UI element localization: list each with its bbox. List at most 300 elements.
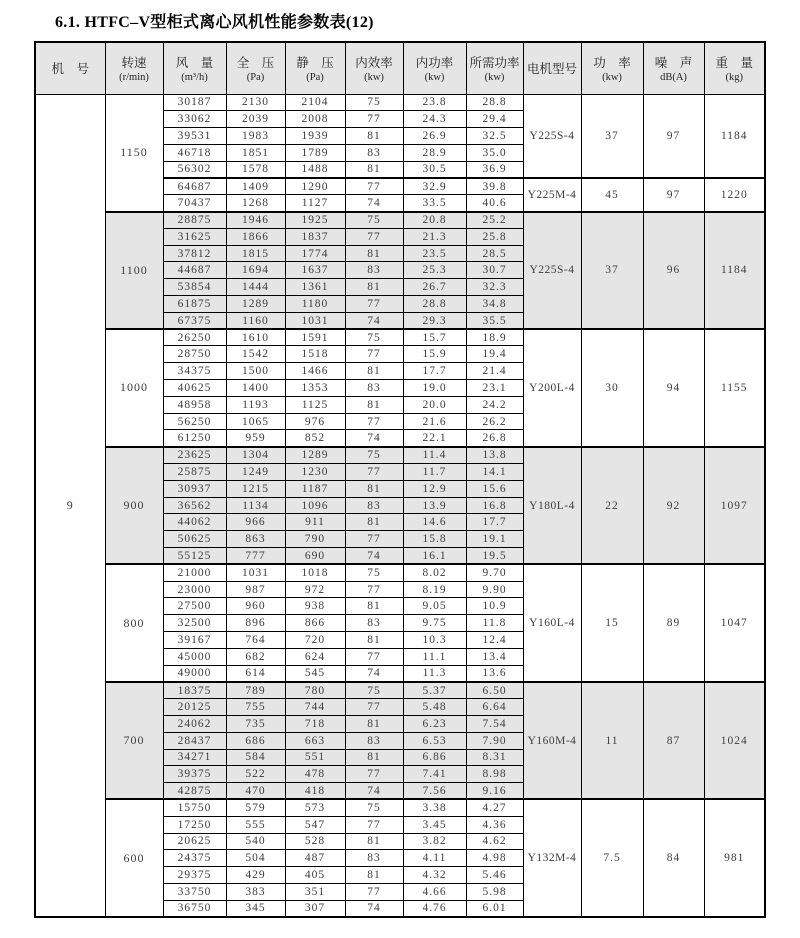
cell-required-power: 32.3 <box>466 279 523 296</box>
cell-internal-power: 8.02 <box>403 564 466 581</box>
cell-weight: 1184 <box>704 94 765 178</box>
cell-total-pressure: 1304 <box>226 447 285 464</box>
cell-internal-efficiency: 74 <box>345 783 403 800</box>
cell-weight: 1155 <box>704 329 765 447</box>
table-row <box>35 212 765 229</box>
cell-total-pressure: 1610 <box>226 329 285 346</box>
cell-speed: 800 <box>105 564 163 682</box>
cell-required-power: 10.9 <box>466 598 523 615</box>
cell-internal-power: 15.7 <box>403 329 466 346</box>
cell-static-pressure: 976 <box>285 413 345 430</box>
table-row <box>35 799 765 816</box>
table-row <box>35 564 765 581</box>
header-speed <box>105 42 163 94</box>
cell-motor-power: 30 <box>581 329 643 447</box>
cell-total-pressure: 1249 <box>226 464 285 481</box>
header-label: 所需功率 <box>469 56 520 71</box>
cell-air-volume: 28875 <box>163 212 226 229</box>
cell-total-pressure: 777 <box>226 548 285 565</box>
cell-total-pressure: 1866 <box>226 228 285 245</box>
cell-total-pressure: 2130 <box>226 94 285 111</box>
cell-internal-efficiency: 83 <box>345 732 403 749</box>
cell-total-pressure: 1694 <box>226 262 285 279</box>
cell-total-pressure: 555 <box>226 816 285 833</box>
cell-air-volume: 32500 <box>163 615 226 632</box>
cell-weight: 1184 <box>704 212 765 330</box>
header-label: 转速 <box>121 56 147 71</box>
cell-air-volume: 30187 <box>163 94 226 111</box>
cell-static-pressure: 528 <box>285 833 345 850</box>
cell-internal-efficiency: 81 <box>345 598 403 615</box>
cell-air-volume: 44062 <box>163 514 226 531</box>
cell-required-power: 13.8 <box>466 447 523 464</box>
cell-total-pressure: 1946 <box>226 212 285 229</box>
header-label: 机 号 <box>51 62 89 77</box>
cell-air-volume: 39375 <box>163 766 226 783</box>
cell-noise: 94 <box>643 329 704 447</box>
cell-air-volume: 18375 <box>163 682 226 699</box>
cell-internal-efficiency: 75 <box>345 447 403 464</box>
cell-static-pressure: 852 <box>285 430 345 447</box>
cell-air-volume: 25875 <box>163 464 226 481</box>
cell-air-volume: 40625 <box>163 380 226 397</box>
cell-static-pressure: 744 <box>285 699 345 716</box>
document-page <box>0 9 800 918</box>
header-total-pressure <box>226 42 285 94</box>
cell-static-pressure: 866 <box>285 615 345 632</box>
cell-internal-power: 29.3 <box>403 312 466 329</box>
table-row <box>35 94 765 111</box>
cell-required-power: 28.5 <box>466 245 523 262</box>
cell-internal-efficiency: 77 <box>345 816 403 833</box>
cell-static-pressure: 418 <box>285 783 345 800</box>
cell-air-volume: 42875 <box>163 783 226 800</box>
cell-internal-efficiency: 83 <box>345 850 403 867</box>
cell-internal-power: 3.45 <box>403 816 466 833</box>
cell-required-power: 12.4 <box>466 632 523 649</box>
cell-air-volume: 37812 <box>163 245 226 262</box>
cell-static-pressure: 573 <box>285 799 345 816</box>
cell-air-volume: 36750 <box>163 900 226 917</box>
cell-internal-efficiency: 77 <box>345 413 403 430</box>
cell-required-power: 6.64 <box>466 699 523 716</box>
cell-internal-power: 28.9 <box>403 144 466 161</box>
cell-internal-power: 4.76 <box>403 900 466 917</box>
cell-internal-efficiency: 77 <box>345 699 403 716</box>
cell-required-power: 18.9 <box>466 329 523 346</box>
cell-required-power: 15.6 <box>466 480 523 497</box>
header-static-pressure <box>285 42 345 94</box>
cell-internal-power: 7.41 <box>403 766 466 783</box>
cell-required-power: 24.2 <box>466 396 523 413</box>
cell-static-pressure: 1289 <box>285 447 345 464</box>
cell-total-pressure: 1268 <box>226 195 285 212</box>
cell-static-pressure: 1837 <box>285 228 345 245</box>
cell-air-volume: 70437 <box>163 195 226 212</box>
cell-required-power: 9.16 <box>466 783 523 800</box>
cell-static-pressure: 1591 <box>285 329 345 346</box>
header-unit: (Pa) <box>306 72 324 84</box>
cell-static-pressure: 1518 <box>285 346 345 363</box>
cell-air-volume: 15750 <box>163 799 226 816</box>
cell-air-volume: 24375 <box>163 850 226 867</box>
cell-required-power: 4.62 <box>466 833 523 850</box>
header-label: 重 量 <box>715 56 753 71</box>
cell-internal-efficiency: 83 <box>345 380 403 397</box>
cell-motor-model: Y132M-4 <box>523 799 581 917</box>
cell-internal-efficiency: 75 <box>345 329 403 346</box>
cell-static-pressure: 2104 <box>285 94 345 111</box>
header-unit: (r/min) <box>119 72 149 84</box>
cell-internal-efficiency: 81 <box>345 749 403 766</box>
cell-required-power: 6.01 <box>466 900 523 917</box>
cell-internal-power: 21.6 <box>403 413 466 430</box>
cell-air-volume: 56250 <box>163 413 226 430</box>
cell-internal-efficiency: 81 <box>345 480 403 497</box>
cell-internal-efficiency: 83 <box>345 144 403 161</box>
cell-total-pressure: 764 <box>226 632 285 649</box>
cell-internal-efficiency: 77 <box>345 531 403 548</box>
cell-total-pressure: 1983 <box>226 128 285 145</box>
cell-internal-power: 17.7 <box>403 363 466 380</box>
cell-air-volume: 53854 <box>163 279 226 296</box>
fan-spec-table <box>34 41 766 918</box>
cell-static-pressure: 1466 <box>285 363 345 380</box>
cell-total-pressure: 1542 <box>226 346 285 363</box>
cell-total-pressure: 1289 <box>226 296 285 313</box>
cell-internal-power: 23.8 <box>403 94 466 111</box>
cell-motor-model: Y160M-4 <box>523 682 581 800</box>
cell-required-power: 35.5 <box>466 312 523 329</box>
cell-air-volume: 44687 <box>163 262 226 279</box>
cell-internal-power: 11.7 <box>403 464 466 481</box>
cell-air-volume: 67375 <box>163 312 226 329</box>
cell-total-pressure: 960 <box>226 598 285 615</box>
cell-speed: 1100 <box>105 212 163 330</box>
cell-internal-efficiency: 81 <box>345 245 403 262</box>
cell-internal-power: 5.37 <box>403 682 466 699</box>
cell-total-pressure: 540 <box>226 833 285 850</box>
cell-weight: 1047 <box>704 564 765 682</box>
cell-internal-power: 14.6 <box>403 514 466 531</box>
cell-internal-efficiency: 74 <box>345 195 403 212</box>
cell-air-volume: 23625 <box>163 447 226 464</box>
cell-internal-power: 6.53 <box>403 732 466 749</box>
cell-air-volume: 39167 <box>163 632 226 649</box>
cell-total-pressure: 345 <box>226 900 285 917</box>
cell-internal-efficiency: 74 <box>345 548 403 565</box>
cell-required-power: 35.0 <box>466 144 523 161</box>
cell-internal-efficiency: 74 <box>345 900 403 917</box>
page-title: 6.1. HTFC–V型柜式离心风机性能参数表(12) <box>55 14 374 31</box>
cell-air-volume: 20125 <box>163 699 226 716</box>
cell-required-power: 19.4 <box>466 346 523 363</box>
cell-required-power: 4.98 <box>466 850 523 867</box>
cell-static-pressure: 487 <box>285 850 345 867</box>
cell-static-pressure: 1125 <box>285 396 345 413</box>
cell-static-pressure: 1230 <box>285 464 345 481</box>
cell-total-pressure: 1031 <box>226 564 285 581</box>
header-unit: (kw) <box>602 72 622 84</box>
cell-static-pressure: 911 <box>285 514 345 531</box>
cell-internal-efficiency: 75 <box>345 564 403 581</box>
cell-total-pressure: 1134 <box>226 497 285 514</box>
cell-machine-no: 9 <box>35 94 105 917</box>
cell-total-pressure: 755 <box>226 699 285 716</box>
cell-static-pressure: 545 <box>285 665 345 682</box>
cell-air-volume: 61250 <box>163 430 226 447</box>
cell-noise: 89 <box>643 564 704 682</box>
cell-motor-model: Y225S-4 <box>523 94 581 178</box>
cell-total-pressure: 966 <box>226 514 285 531</box>
cell-total-pressure: 2039 <box>226 111 285 128</box>
header-unit: (kw) <box>484 72 505 84</box>
cell-motor-power: 37 <box>581 94 643 178</box>
cell-required-power: 4.36 <box>466 816 523 833</box>
cell-static-pressure: 938 <box>285 598 345 615</box>
cell-required-power: 19.1 <box>466 531 523 548</box>
cell-internal-power: 16.1 <box>403 548 466 565</box>
cell-total-pressure: 896 <box>226 615 285 632</box>
cell-internal-efficiency: 81 <box>345 833 403 850</box>
cell-internal-power: 26.9 <box>403 128 466 145</box>
cell-internal-efficiency: 77 <box>345 111 403 128</box>
cell-internal-efficiency: 77 <box>345 766 403 783</box>
cell-total-pressure: 1578 <box>226 161 285 178</box>
cell-static-pressure: 351 <box>285 883 345 900</box>
cell-motor-power: 22 <box>581 447 643 565</box>
cell-internal-power: 15.9 <box>403 346 466 363</box>
cell-required-power: 9.70 <box>466 564 523 581</box>
cell-internal-efficiency: 75 <box>345 212 403 229</box>
cell-static-pressure: 624 <box>285 648 345 665</box>
header-label: 电机型号 <box>526 62 577 77</box>
cell-total-pressure: 383 <box>226 883 285 900</box>
cell-static-pressure: 972 <box>285 581 345 598</box>
table-row <box>35 329 765 346</box>
cell-internal-efficiency: 81 <box>345 715 403 732</box>
cell-noise: 87 <box>643 682 704 800</box>
header-required-power <box>466 42 523 94</box>
cell-static-pressure: 478 <box>285 766 345 783</box>
cell-internal-power: 9.75 <box>403 615 466 632</box>
cell-air-volume: 17250 <box>163 816 226 833</box>
cell-motor-power: 11 <box>581 682 643 800</box>
cell-static-pressure: 718 <box>285 715 345 732</box>
cell-static-pressure: 1774 <box>285 245 345 262</box>
cell-total-pressure: 584 <box>226 749 285 766</box>
cell-internal-power: 10.3 <box>403 632 466 649</box>
cell-weight: 1097 <box>704 447 765 565</box>
cell-internal-power: 6.86 <box>403 749 466 766</box>
cell-internal-power: 19.0 <box>403 380 466 397</box>
cell-required-power: 39.8 <box>466 178 523 195</box>
cell-static-pressure: 405 <box>285 867 345 884</box>
cell-required-power: 29.4 <box>466 111 523 128</box>
cell-total-pressure: 686 <box>226 732 285 749</box>
header-machine-no <box>35 42 105 94</box>
cell-air-volume: 34271 <box>163 749 226 766</box>
header-internal-power <box>403 42 466 94</box>
cell-air-volume: 49000 <box>163 665 226 682</box>
cell-required-power: 25.8 <box>466 228 523 245</box>
header-air-volume <box>163 42 226 94</box>
cell-air-volume: 31625 <box>163 228 226 245</box>
cell-internal-power: 6.23 <box>403 715 466 732</box>
table-row <box>35 682 765 699</box>
cell-air-volume: 20625 <box>163 833 226 850</box>
cell-noise: 92 <box>643 447 704 565</box>
cell-motor-power: 7.5 <box>581 799 643 917</box>
header-unit: (kg) <box>725 72 743 84</box>
cell-noise: 96 <box>643 212 704 330</box>
cell-static-pressure: 1353 <box>285 380 345 397</box>
cell-required-power: 21.4 <box>466 363 523 380</box>
cell-static-pressure: 1031 <box>285 312 345 329</box>
cell-motor-power: 15 <box>581 564 643 682</box>
cell-required-power: 9.90 <box>466 581 523 598</box>
cell-required-power: 6.50 <box>466 682 523 699</box>
cell-internal-power: 11.3 <box>403 665 466 682</box>
cell-internal-power: 13.9 <box>403 497 466 514</box>
cell-internal-power: 28.8 <box>403 296 466 313</box>
cell-internal-efficiency: 77 <box>345 883 403 900</box>
cell-air-volume: 29375 <box>163 867 226 884</box>
cell-internal-efficiency: 81 <box>345 867 403 884</box>
cell-internal-power: 12.9 <box>403 480 466 497</box>
cell-total-pressure: 1160 <box>226 312 285 329</box>
cell-weight: 1024 <box>704 682 765 800</box>
cell-total-pressure: 1409 <box>226 178 285 195</box>
cell-total-pressure: 470 <box>226 783 285 800</box>
cell-speed: 1000 <box>105 329 163 447</box>
cell-air-volume: 46718 <box>163 144 226 161</box>
cell-air-volume: 39531 <box>163 128 226 145</box>
cell-total-pressure: 429 <box>226 867 285 884</box>
cell-required-power: 32.5 <box>466 128 523 145</box>
cell-air-volume: 36562 <box>163 497 226 514</box>
cell-internal-power: 20.8 <box>403 212 466 229</box>
cell-internal-power: 5.48 <box>403 699 466 716</box>
cell-static-pressure: 720 <box>285 632 345 649</box>
cell-required-power: 36.9 <box>466 161 523 178</box>
cell-internal-efficiency: 77 <box>345 228 403 245</box>
cell-air-volume: 28437 <box>163 732 226 749</box>
cell-total-pressure: 504 <box>226 850 285 867</box>
header-unit: (Pa) <box>246 72 265 84</box>
cell-total-pressure: 1815 <box>226 245 285 262</box>
cell-static-pressure: 1361 <box>285 279 345 296</box>
cell-static-pressure: 1789 <box>285 144 345 161</box>
cell-noise: 84 <box>643 799 704 917</box>
cell-internal-power: 3.38 <box>403 799 466 816</box>
cell-required-power: 14.1 <box>466 464 523 481</box>
cell-total-pressure: 1400 <box>226 380 285 397</box>
cell-static-pressure: 790 <box>285 531 345 548</box>
cell-internal-efficiency: 83 <box>345 615 403 632</box>
cell-required-power: 16.8 <box>466 497 523 514</box>
cell-total-pressure: 1065 <box>226 413 285 430</box>
cell-required-power: 30.7 <box>466 262 523 279</box>
cell-internal-power: 33.5 <box>403 195 466 212</box>
cell-required-power: 7.54 <box>466 715 523 732</box>
cell-total-pressure: 522 <box>226 766 285 783</box>
cell-static-pressure: 307 <box>285 900 345 917</box>
cell-air-volume: 64687 <box>163 178 226 195</box>
cell-weight: 1220 <box>704 178 765 212</box>
cell-required-power: 17.7 <box>466 514 523 531</box>
cell-internal-efficiency: 77 <box>345 464 403 481</box>
cell-required-power: 13.6 <box>466 665 523 682</box>
cell-internal-efficiency: 81 <box>345 514 403 531</box>
header-label: 内效率 <box>355 56 393 71</box>
cell-static-pressure: 1018 <box>285 564 345 581</box>
header-motor-power <box>581 42 643 94</box>
cell-static-pressure: 1637 <box>285 262 345 279</box>
cell-static-pressure: 780 <box>285 682 345 699</box>
cell-required-power: 8.31 <box>466 749 523 766</box>
cell-static-pressure: 1096 <box>285 497 345 514</box>
cell-internal-efficiency: 83 <box>345 262 403 279</box>
cell-internal-power: 22.1 <box>403 430 466 447</box>
cell-static-pressure: 1127 <box>285 195 345 212</box>
cell-internal-power: 23.5 <box>403 245 466 262</box>
header-unit: (kw) <box>424 72 445 84</box>
cell-required-power: 7.90 <box>466 732 523 749</box>
cell-total-pressure: 1444 <box>226 279 285 296</box>
cell-air-volume: 27500 <box>163 598 226 615</box>
cell-required-power: 23.1 <box>466 380 523 397</box>
cell-motor-model: Y225M-4 <box>523 178 581 212</box>
cell-internal-power: 32.9 <box>403 178 466 195</box>
cell-required-power: 8.98 <box>466 766 523 783</box>
cell-noise: 97 <box>643 178 704 212</box>
cell-air-volume: 50625 <box>163 531 226 548</box>
header-unit: (m³/h) <box>181 72 208 84</box>
header-label: 内功率 <box>415 56 454 71</box>
cell-noise: 97 <box>643 94 704 178</box>
cell-required-power: 11.8 <box>466 615 523 632</box>
cell-air-volume: 55125 <box>163 548 226 565</box>
cell-total-pressure: 614 <box>226 665 285 682</box>
cell-internal-power: 26.7 <box>403 279 466 296</box>
cell-required-power: 13.4 <box>466 648 523 665</box>
cell-air-volume: 33062 <box>163 111 226 128</box>
cell-internal-efficiency: 81 <box>345 632 403 649</box>
cell-motor-model: Y180L-4 <box>523 447 581 565</box>
cell-internal-power: 25.3 <box>403 262 466 279</box>
cell-internal-efficiency: 74 <box>345 665 403 682</box>
header-label: 风 量 <box>175 56 214 71</box>
cell-weight: 981 <box>704 799 765 917</box>
header-weight <box>704 42 765 94</box>
cell-internal-power: 21.3 <box>403 228 466 245</box>
cell-internal-efficiency: 77 <box>345 296 403 313</box>
cell-internal-efficiency: 83 <box>345 497 403 514</box>
cell-motor-power: 45 <box>581 178 643 212</box>
cell-air-volume: 30937 <box>163 480 226 497</box>
cell-static-pressure: 2008 <box>285 111 345 128</box>
cell-required-power: 26.2 <box>466 413 523 430</box>
cell-internal-power: 9.05 <box>403 598 466 615</box>
cell-total-pressure: 1193 <box>226 396 285 413</box>
cell-internal-power: 15.8 <box>403 531 466 548</box>
cell-total-pressure: 863 <box>226 531 285 548</box>
cell-static-pressure: 1180 <box>285 296 345 313</box>
cell-internal-efficiency: 81 <box>345 128 403 145</box>
cell-internal-power: 11.1 <box>403 648 466 665</box>
cell-static-pressure: 551 <box>285 749 345 766</box>
